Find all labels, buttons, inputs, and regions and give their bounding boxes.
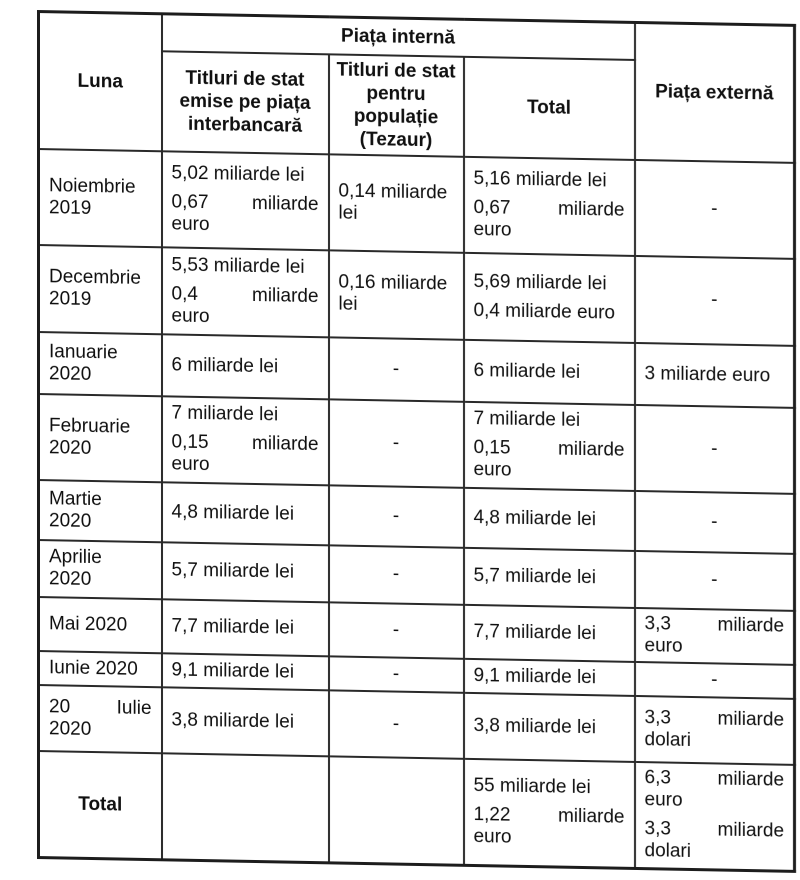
value-paragraph	[339, 618, 454, 642]
value-line	[474, 775, 625, 800]
value-line	[49, 696, 152, 720]
cell-interbank	[162, 687, 329, 756]
value-line	[645, 288, 785, 313]
cell-total	[464, 339, 635, 404]
value-line	[645, 437, 785, 462]
value-paragraph	[474, 408, 625, 433]
value-line	[645, 707, 785, 732]
cell-tezaur	[329, 756, 464, 865]
value-text: 7,7 miliarde lei	[473, 620, 596, 644]
value-paragraph	[474, 360, 625, 385]
value-text: 3,8 miliarde lei	[473, 714, 596, 738]
value-text: 3,3	[644, 818, 671, 840]
value-text: euro	[171, 213, 210, 236]
cell-tezaur	[329, 602, 464, 658]
value-line	[49, 793, 152, 817]
value-text: dolari	[644, 728, 692, 751]
table-row	[39, 149, 795, 259]
value-paragraph	[645, 197, 785, 222]
cell-tezaur	[329, 545, 464, 604]
value-line	[49, 175, 152, 199]
value-text: 5,16 miliarde lei	[473, 168, 607, 192]
table-row	[39, 245, 795, 346]
value-text: 3,3	[644, 612, 671, 635]
value-line	[474, 621, 625, 646]
cell-tezaur	[329, 250, 464, 339]
value-line	[339, 294, 454, 318]
value-line	[49, 266, 152, 290]
value-line	[339, 272, 454, 296]
value-text: -	[711, 437, 718, 459]
cell-month	[39, 685, 162, 753]
value-paragraph	[474, 197, 625, 244]
value-line	[474, 507, 625, 532]
cell-external	[635, 550, 795, 610]
value-text: 3,8 miliarde lei	[171, 708, 294, 733]
value-text: 3 miliarde euro	[644, 362, 771, 386]
cell-external	[635, 695, 795, 764]
value-text: miliarde	[717, 819, 785, 842]
value-line	[339, 431, 454, 455]
cell-month	[39, 480, 162, 542]
value-text: euro	[473, 219, 512, 241]
value-paragraph	[474, 271, 625, 296]
value-line	[49, 718, 152, 742]
value-text: 4,8 miliarde lei	[473, 506, 596, 530]
value-line	[172, 162, 319, 187]
value-line	[645, 510, 785, 535]
cell-external	[635, 342, 795, 407]
value-paragraph	[645, 568, 785, 593]
table-body	[39, 149, 795, 872]
cell-tezaur	[329, 690, 464, 758]
cell-month	[39, 651, 162, 687]
value-text: 20	[49, 695, 71, 718]
value-line	[49, 510, 152, 534]
value-paragraph	[49, 415, 152, 461]
value-paragraph	[172, 402, 319, 427]
cell-total	[464, 658, 635, 695]
cell-total	[464, 487, 635, 550]
value-paragraph	[645, 437, 785, 462]
value-text: euro	[473, 459, 512, 481]
value-paragraph	[339, 504, 454, 528]
cell-month	[39, 394, 162, 482]
value-text: 5,7 miliarde lei	[473, 565, 596, 589]
value-text: 7 miliarde lei	[171, 402, 279, 426]
value-line	[49, 363, 152, 387]
value-paragraph	[339, 357, 454, 381]
value-line	[474, 715, 625, 740]
value-line	[474, 565, 625, 590]
value-line	[49, 341, 152, 365]
value-text: 55 miliarde lei	[473, 775, 591, 799]
value-paragraph	[645, 668, 785, 693]
value-line	[339, 357, 454, 381]
value-text: Februarie	[49, 414, 131, 438]
value-paragraph	[474, 565, 625, 590]
value-text: 4,8 miliarde lei	[171, 500, 294, 525]
value-paragraph	[49, 546, 152, 592]
value-line	[645, 789, 785, 814]
cell-total	[464, 401, 635, 490]
value-text: Iulie	[116, 696, 152, 719]
value-paragraph	[339, 662, 454, 686]
cell-external	[635, 255, 795, 345]
cell-tezaur	[329, 485, 464, 547]
value-text: 6 miliarde lei	[473, 359, 581, 383]
value-text: 1,22	[473, 804, 511, 826]
value-line	[172, 559, 319, 584]
cell-total	[464, 692, 635, 761]
value-text: 0,4	[171, 282, 198, 305]
value-line	[49, 437, 152, 461]
value-line	[172, 615, 319, 640]
value-line	[474, 360, 625, 385]
value-text: 0,15	[473, 437, 511, 459]
cell-total	[464, 547, 635, 607]
value-text: 6,3	[644, 767, 671, 789]
value-paragraph	[474, 715, 625, 740]
cell-interbank	[162, 753, 329, 863]
cell-interbank	[162, 247, 329, 337]
value-line	[172, 213, 319, 238]
value-paragraph	[172, 354, 319, 379]
value-text: miliarde	[558, 198, 625, 221]
value-line	[49, 288, 152, 312]
header-total: Total	[464, 56, 635, 159]
value-line	[474, 437, 625, 462]
value-line	[474, 804, 625, 829]
value-text: -	[392, 663, 400, 685]
value-line	[339, 504, 454, 528]
value-text: -	[711, 668, 718, 690]
value-line	[172, 191, 319, 216]
value-text: 0,16 miliarde	[338, 271, 448, 295]
value-line	[49, 488, 152, 512]
value-paragraph	[172, 709, 319, 734]
cell-interbank	[162, 542, 329, 602]
value-paragraph	[645, 363, 785, 388]
value-line	[339, 563, 454, 587]
header-piata-interna: Piața internă	[162, 14, 635, 60]
value-text: Noiembrie	[49, 174, 136, 198]
cell-month	[39, 245, 162, 334]
value-text: miliarde	[717, 707, 785, 731]
value-text: Decembrie	[49, 266, 141, 289]
cell-interbank	[162, 151, 329, 250]
value-text: euro	[473, 826, 512, 848]
value-text: 7,7 miliarde lei	[171, 614, 294, 639]
value-text: 0,67	[473, 197, 511, 219]
value-line	[474, 197, 625, 222]
value-text: -	[392, 619, 400, 641]
value-text: Aprilie	[49, 546, 102, 569]
cell-total	[464, 252, 635, 342]
cell-external	[635, 159, 795, 258]
cell-total	[464, 758, 635, 868]
value-paragraph	[474, 507, 625, 532]
value-text: 5,69 miliarde lei	[473, 270, 607, 294]
cell-tezaur	[329, 154, 464, 252]
value-text: 7 miliarde lei	[473, 408, 581, 431]
cell-month	[39, 540, 162, 599]
value-text: 2019	[49, 196, 92, 219]
value-line	[645, 840, 785, 865]
value-paragraph	[339, 431, 454, 455]
value-paragraph	[339, 180, 454, 226]
value-paragraph	[49, 488, 152, 534]
value-paragraph	[645, 288, 785, 313]
cell-month	[39, 332, 162, 396]
cell-month	[39, 597, 162, 653]
value-text: miliarde	[717, 768, 785, 791]
value-line	[172, 501, 319, 526]
value-paragraph	[474, 168, 625, 193]
cell-total	[464, 604, 635, 661]
value-text: euro	[171, 304, 210, 327]
value-text: 2019	[49, 288, 92, 310]
table-header	[39, 12, 795, 163]
cell-tezaur	[329, 337, 464, 401]
value-text: 5,02 miliarde lei	[171, 162, 305, 186]
value-text: -	[392, 358, 400, 380]
value-paragraph	[172, 615, 319, 640]
value-line	[172, 453, 319, 478]
value-text: euro	[644, 789, 683, 812]
value-paragraph	[474, 775, 625, 800]
value-paragraph	[172, 254, 319, 279]
value-text: dolari	[644, 840, 692, 863]
value-text: miliarde	[251, 284, 319, 307]
value-line	[49, 546, 152, 570]
value-line	[339, 662, 454, 686]
header-luna: Luna	[39, 12, 162, 151]
value-paragraph	[49, 266, 152, 312]
value-paragraph	[172, 431, 319, 478]
table-row	[39, 751, 795, 872]
cell-month	[39, 751, 162, 860]
value-text: -	[711, 510, 718, 532]
value-paragraph	[645, 767, 785, 814]
value-line	[339, 618, 454, 642]
value-line	[172, 283, 319, 308]
value-text: miliarde	[558, 805, 625, 829]
value-line	[172, 709, 319, 734]
value-paragraph	[645, 510, 785, 535]
value-paragraph	[339, 563, 454, 587]
value-text: Ianuarie	[49, 340, 118, 363]
header-tezaur: Titluri de stat pentru populație (Tezaur)	[329, 54, 464, 156]
cell-interbank	[162, 396, 329, 485]
cell-external	[635, 761, 795, 871]
value-text: lei	[338, 202, 358, 224]
value-line	[172, 254, 319, 279]
value-line	[172, 659, 319, 684]
cell-month	[39, 149, 162, 247]
value-line	[49, 613, 152, 637]
value-paragraph	[172, 283, 319, 330]
value-text: -	[392, 505, 400, 527]
value-text: euro	[644, 634, 683, 657]
value-line	[172, 431, 319, 456]
value-line	[474, 665, 625, 690]
value-text: 9,1 miliarde lei	[473, 664, 596, 688]
header-interbank: Titluri de stat emise pe piața interbancară	[162, 51, 329, 154]
value-text: -	[711, 289, 718, 311]
value-line	[474, 459, 625, 484]
cell-external	[635, 661, 795, 698]
value-paragraph	[172, 659, 319, 684]
value-text: 0,4 miliarde euro	[473, 299, 616, 324]
value-paragraph	[172, 162, 319, 187]
value-text: 6 miliarde lei	[171, 353, 279, 377]
value-line	[172, 354, 319, 379]
value-line	[474, 300, 625, 325]
value-paragraph	[474, 437, 625, 484]
value-paragraph	[645, 818, 785, 865]
value-line	[172, 305, 319, 330]
value-text: 9,1 miliarde lei	[171, 658, 294, 683]
value-paragraph	[339, 712, 454, 736]
value-paragraph	[49, 175, 152, 221]
value-text: 2020	[49, 362, 92, 385]
cell-tezaur	[329, 656, 464, 692]
value-text: 0,14 miliarde	[338, 180, 448, 204]
value-text: 2020	[49, 717, 92, 740]
value-text: -	[392, 432, 400, 454]
value-line	[49, 568, 152, 592]
titluri-de-stat-table	[37, 10, 796, 873]
value-text: 3,3	[644, 706, 671, 729]
value-text: -	[711, 569, 718, 591]
value-line	[645, 767, 785, 792]
value-text: euro	[171, 453, 210, 476]
value-paragraph	[474, 300, 625, 325]
value-text: 5,7 miliarde lei	[171, 559, 294, 583]
value-text: 5,53 miliarde lei	[171, 253, 305, 278]
value-paragraph	[172, 501, 319, 526]
value-line	[645, 729, 785, 754]
value-text: -	[392, 713, 400, 735]
cell-interbank	[162, 334, 329, 399]
value-line	[474, 219, 625, 244]
value-paragraph	[49, 793, 152, 817]
cell-external	[635, 490, 795, 553]
value-paragraph	[339, 272, 454, 318]
value-line	[339, 712, 454, 736]
value-text: Total	[78, 793, 123, 816]
value-text: -	[392, 563, 400, 585]
value-text: miliarde	[251, 432, 319, 456]
cell-external	[635, 404, 795, 493]
table-row	[39, 394, 795, 494]
value-line	[474, 826, 625, 851]
value-line	[49, 657, 152, 681]
value-text: 2020	[49, 436, 92, 459]
value-line	[645, 635, 785, 660]
cell-interbank	[162, 653, 329, 690]
value-text: Iunie 2020	[49, 656, 138, 680]
value-line	[172, 402, 319, 427]
value-line	[645, 818, 785, 843]
value-line	[645, 668, 785, 693]
value-text: Mai 2020	[49, 612, 128, 636]
value-line	[474, 408, 625, 433]
value-paragraph	[172, 559, 319, 584]
cell-tezaur	[329, 399, 464, 487]
header-piata-externa: Piața externă	[635, 22, 795, 162]
value-paragraph	[49, 341, 152, 387]
value-line	[645, 613, 785, 638]
value-paragraph	[49, 613, 152, 637]
value-line	[645, 197, 785, 222]
value-paragraph	[645, 707, 785, 754]
value-text: miliarde	[251, 192, 319, 216]
value-text: 2020	[49, 509, 92, 532]
value-line	[339, 202, 454, 226]
value-line	[474, 168, 625, 193]
value-paragraph	[49, 657, 152, 681]
cell-interbank	[162, 482, 329, 545]
value-line	[339, 180, 454, 204]
value-text: Martie	[49, 487, 102, 510]
value-text: 0,67	[171, 191, 209, 214]
value-text: miliarde	[717, 613, 785, 637]
value-text: 0,15	[171, 431, 209, 454]
cell-external	[635, 607, 795, 664]
cell-interbank	[162, 599, 329, 656]
value-line	[49, 197, 152, 221]
value-paragraph	[474, 621, 625, 646]
cell-total	[464, 156, 635, 255]
value-line	[49, 415, 152, 439]
value-paragraph	[172, 191, 319, 238]
value-paragraph	[474, 665, 625, 690]
value-paragraph	[474, 804, 625, 851]
value-text: -	[711, 197, 718, 219]
value-text: miliarde	[558, 438, 625, 461]
value-text: lei	[338, 293, 358, 315]
value-line	[645, 363, 785, 388]
value-paragraph	[645, 613, 785, 660]
scanned-page	[37, 10, 796, 873]
value-line	[645, 568, 785, 593]
value-paragraph	[49, 696, 152, 742]
value-text: 2020	[49, 568, 92, 590]
value-line	[474, 271, 625, 296]
